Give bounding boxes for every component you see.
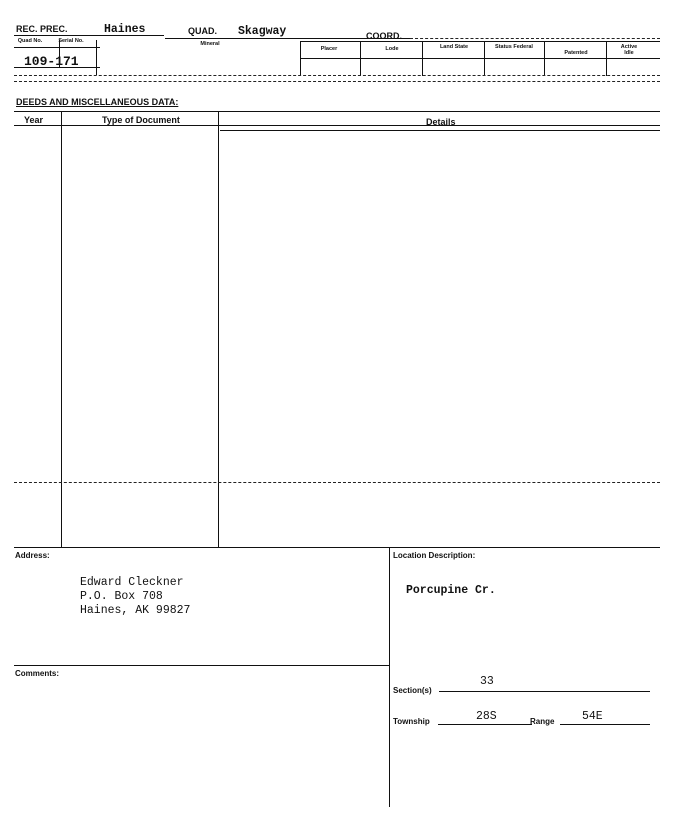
location-label: Location Description: bbox=[393, 551, 476, 560]
quad-serial-divider bbox=[14, 47, 100, 48]
comments-top-rule bbox=[14, 665, 389, 666]
record-underline bbox=[14, 67, 100, 68]
col-divider-3 bbox=[300, 42, 301, 76]
col-placer: Placer bbox=[320, 46, 338, 52]
header-rule-mid bbox=[165, 38, 410, 39]
location-value: Porcupine Cr. bbox=[406, 584, 496, 597]
col-divider-7 bbox=[544, 42, 545, 76]
col-divider-8 bbox=[606, 42, 607, 76]
col-land-state: Land State bbox=[439, 44, 469, 50]
col-divider-2 bbox=[96, 40, 97, 75]
header-rule-left bbox=[14, 35, 164, 36]
deeds-bottom-rule bbox=[14, 547, 660, 548]
section-value: 33 bbox=[480, 675, 494, 688]
township-underline bbox=[438, 724, 532, 725]
quad-value: Skagway bbox=[238, 25, 287, 38]
range-value: 54E bbox=[582, 710, 603, 723]
section-label: Section(s) bbox=[393, 686, 432, 695]
range-label: Range bbox=[530, 717, 555, 726]
col-divider-6 bbox=[484, 42, 485, 76]
col-divider-5 bbox=[422, 42, 423, 76]
deeds-title: DEEDS AND MISCELLANEOUS DATA: bbox=[16, 97, 179, 107]
col-patented: Patented bbox=[564, 50, 588, 56]
col-mineral: Mineral bbox=[200, 41, 220, 47]
col-quad-no: Quad No. bbox=[17, 38, 43, 44]
rec-prec-value: Haines bbox=[104, 23, 146, 36]
section-underline bbox=[439, 691, 650, 692]
header-bottom-dashed-2 bbox=[14, 81, 660, 82]
range-underline bbox=[560, 724, 650, 725]
quad-serial-value: 109-171 bbox=[24, 54, 79, 69]
col-details: Details bbox=[426, 117, 456, 127]
deeds-details-rule bbox=[220, 130, 660, 131]
township-label: Township bbox=[393, 717, 430, 726]
address-line-3: Haines, AK 99827 bbox=[80, 604, 191, 617]
quad-label: QUAD. bbox=[188, 26, 217, 36]
coord-label: COORD. bbox=[366, 31, 402, 41]
township-value: 28S bbox=[476, 710, 497, 723]
rec-prec-label: REC. PREC. bbox=[16, 24, 68, 34]
col-active-idle: Active Idle bbox=[620, 44, 638, 56]
deeds-header-rule bbox=[14, 125, 660, 126]
col-status-federal: Status Federal bbox=[495, 44, 533, 50]
header-bottom-dashed bbox=[14, 75, 660, 76]
col-divider-4 bbox=[360, 42, 361, 76]
col-type-of-document: Type of Document bbox=[102, 115, 180, 125]
header-rule-right bbox=[410, 38, 660, 39]
col-serial-no: Serial No. bbox=[58, 38, 84, 44]
col-lode: Lode bbox=[385, 46, 399, 52]
address-line-1: Edward Cleckner bbox=[80, 576, 184, 589]
location-divider bbox=[389, 547, 390, 807]
deeds-top-rule bbox=[14, 111, 660, 112]
address-line-2: P.O. Box 708 bbox=[80, 590, 163, 603]
col-year: Year bbox=[24, 115, 44, 125]
deeds-dashed-divider bbox=[14, 482, 660, 483]
comments-label: Comments: bbox=[15, 669, 60, 678]
address-label: Address: bbox=[15, 551, 50, 560]
